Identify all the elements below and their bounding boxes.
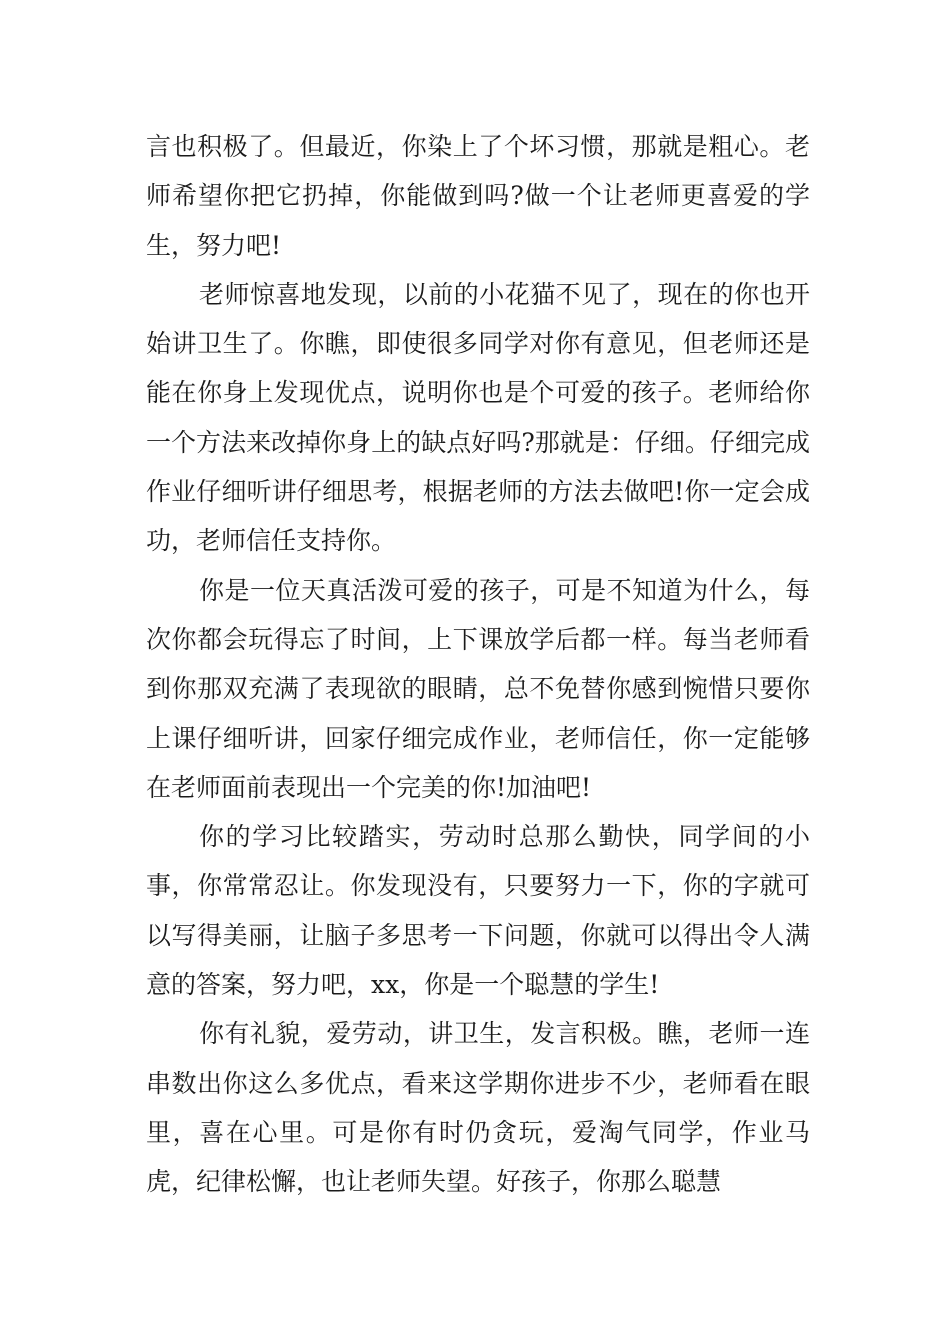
- paragraph-4: 你的学习比较踏实，劳动时总那么勤快，同学间的小事，你常常忍让。你发现没有，只要努力一下，你的字就可以写得美丽，让脑子多思考一下问题，你就可以得出令人满意的答案，努力吧，xx，你是一个聪慧的学生!: [146, 822, 810, 1000]
- paragraph-2: 老师惊喜地发现，以前的小花猫不见了，现在的你也开始讲卫生了。你瞧，即使很多同学对你有意见，但老师还是能在你身上发现优点，说明你也是个可爱的孩子。老师给你一个方法来改掉你身上的缺点好吗?那就是：仔细。仔细完成作业仔细听讲仔细思考，根据老师的方法去做吧!你一定会成功，老师信任支持你。: [146, 279, 810, 556]
- paragraph-5: 你有礼貌，爱劳动，讲卫生，发言积极。瞧，老师一连串数出你这么多优点，看来这学期你进步不少，老师看在眼里，喜在心里。可是你有时仍贪玩，爱淘气同学，作业马虎，纪律松懈，也让老师失望。好孩子，你那么聪慧: [146, 1019, 810, 1197]
- paragraph-1: 言也积极了。但最近，你染上了个坏习惯，那就是粗心。老师希望你把它扔掉，你能做到吗?做一个让老师更喜爱的学生，努力吧!: [146, 132, 810, 260]
- paragraph-3: 你是一位天真活泼可爱的孩子，可是不知道为什么，每次你都会玩得忘了时间，上下课放学后都一样。每当老师看到你那双充满了表现欲的眼睛，总不免替你感到惋惜只要你上课仔细听讲，回家仔细完成作业，老师信任，你一定能够在老师面前表现出一个完美的你!加油吧!: [146, 575, 810, 802]
- document-page: [146, 122, 810, 1207]
